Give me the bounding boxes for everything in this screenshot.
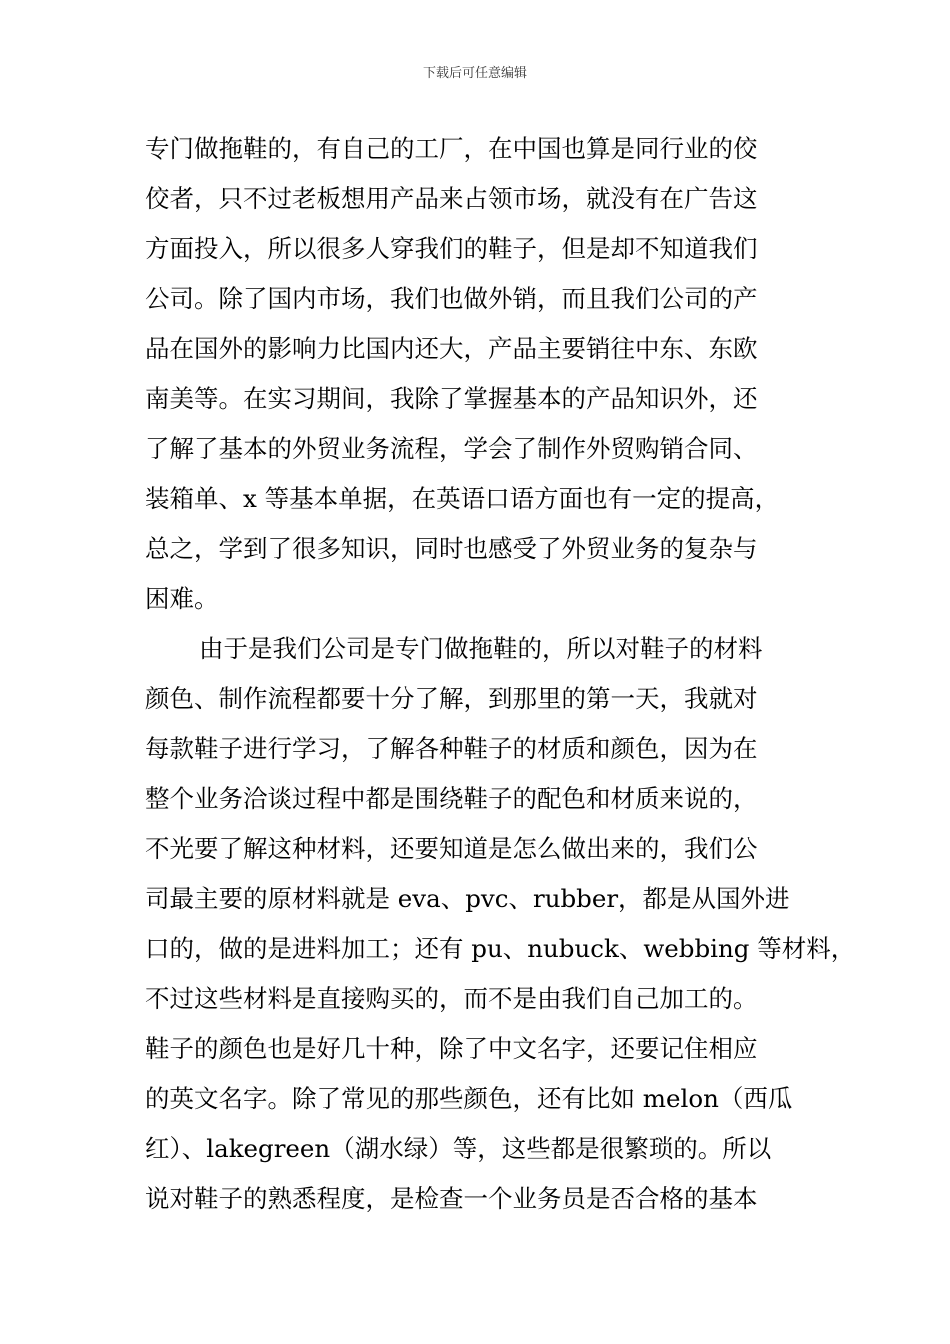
text-line: 南美等。在实习期间，我除了掌握基本的产品知识外，还: [145, 384, 758, 413]
text-line: 不过这些材料是直接购买的，而不是由我们自己加工的。: [145, 984, 758, 1013]
text-line: 了解了基本的外贸业务流程，学会了制作外贸购销合同、: [145, 434, 758, 463]
text-line: 颜色、制作流程都要十分了解，到那里的第一天，我就对: [145, 684, 758, 713]
text-line: 不光要了解这种材料，还要知道是怎么做出来的，我们公: [145, 834, 758, 863]
paragraph-1: [145, 124, 845, 624]
text-line: 总之，学到了很多知识，同时也感受了外贸业务的复杂与: [145, 534, 758, 563]
text-line: 司最主要的原材料就是 eva、pvc、rubber，都是从国外进: [145, 884, 790, 913]
text-line: 每款鞋子进行学习，了解各种鞋子的材质和颜色，因为在: [145, 734, 758, 763]
text-line: 品在国外的影响力比国内还大，产品主要销往中东、东欧: [145, 334, 758, 363]
text-line: 由于是我们公司是专门做拖鞋的，所以对鞋子的材料: [199, 634, 763, 663]
text-line: 整个业务洽谈过程中都是围绕鞋子的配色和材质来说的，: [145, 784, 758, 813]
text-line: 装箱单、x 等基本单据，在英语口语方面也有一定的提高，: [145, 484, 780, 513]
text-line: 公司。除了国内市场，我们也做外销，而且我们公司的产: [145, 284, 758, 313]
text-line: 困难。: [145, 584, 219, 613]
paragraph-2: [145, 624, 856, 1224]
text-line: 红）、lakegreen（湖水绿）等，这些都是很繁琐的。所以: [145, 1134, 772, 1163]
text-line: 方面投入，所以很多人穿我们的鞋子，但是却不知道我们: [145, 234, 758, 263]
text-line: 鞋子的颜色也是好几十种，除了中文名字，还要记住相应: [145, 1034, 758, 1063]
body-text: [145, 124, 856, 1224]
text-line: 专门做拖鞋的，有自己的工厂，在中国也算是同行业的佼: [145, 134, 758, 163]
text-line: 的英文名字。除了常见的那些颜色，还有比如 melon（西瓜: [145, 1084, 793, 1113]
page-header: 下载后可任意编辑: [422, 66, 527, 81]
text-line: 说对鞋子的熟悉程度，是检查一个业务员是否合格的基本: [145, 1184, 758, 1213]
text-line: 佼者，只不过老板想用产品来占领市场，就没有在广告这: [145, 184, 758, 213]
text-line: 口的，做的是进料加工；还有 pu、nubuck、webbing 等材料，: [145, 934, 856, 963]
